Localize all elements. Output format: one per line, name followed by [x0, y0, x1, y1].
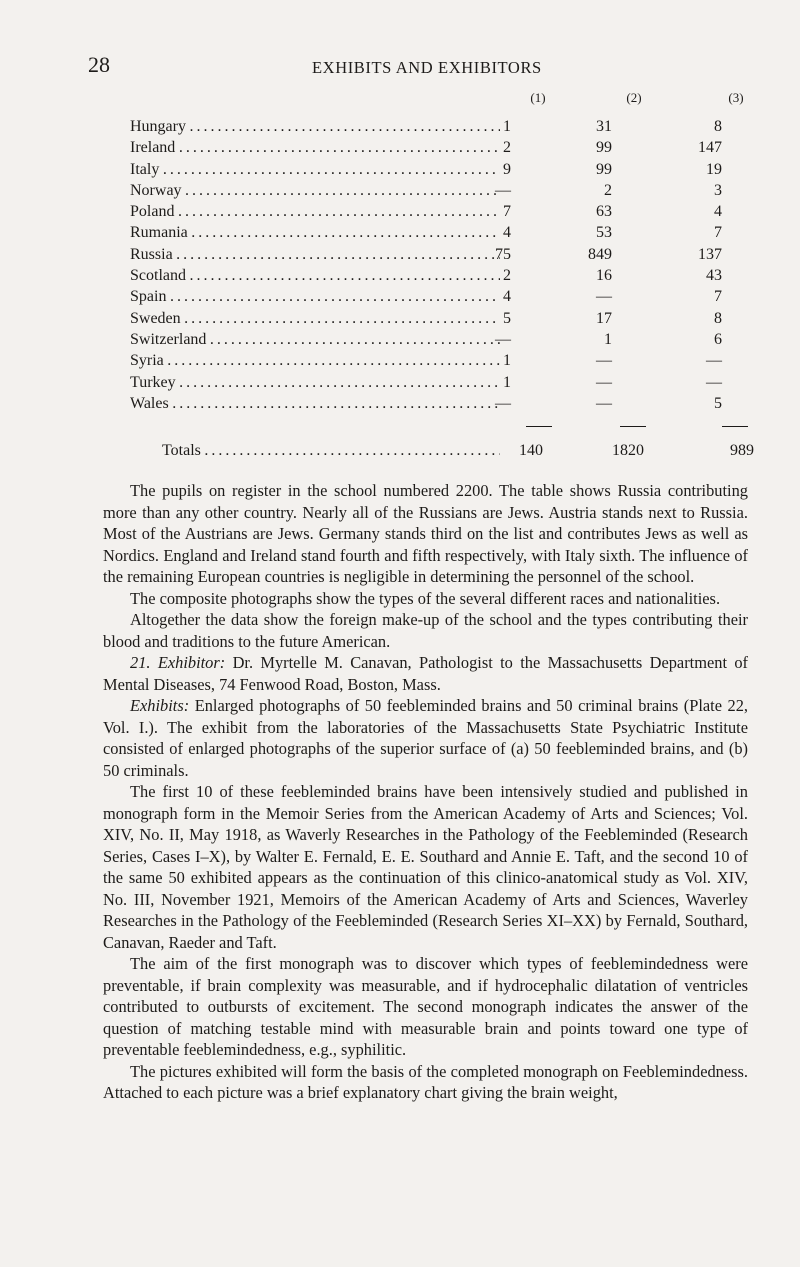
totals-row: Totals . . . 140 1820 989 — [162, 440, 750, 461]
table-row: Hungary . . . 1 31 8 — [130, 116, 750, 137]
paragraph: The first 10 of these feebleminded brains have been intensively studied and published in monograph form in the Memoir Series from the American Academy of Arts and Sciences; Vol. XIV, No. II, May 1918, as Waverly Researches in the Pathology of the Feebleminded (Research Series, Cases I–X), by Walter E. Fernald, E. E. Southard and Annie E. Taft, and the second 10 of the same 50 exhibited appears as the continuation of this clinico-anatomical study as Vol. XIV, No. III, November 1921, Memoirs of the American Academy of Arts and Sciences, Waverley Researches in the Pathology of the Feebleminded (Research Series XI–XX) by Fernald, Southard, Canavan, Raeder and Taft. — [103, 782, 748, 952]
table-row: Turkey . . . 1 — — — [130, 372, 750, 393]
table-row: Wales . . . — — 5 — [130, 393, 750, 414]
table-row: Sweden . . . 5 17 8 — [130, 308, 750, 329]
paragraph: The pictures exhibited will form the basis of the completed monograph on Feeblemindedness. Attached to each picture was a brief explanatory chart giving the brain weight, — [103, 1061, 748, 1102]
table-row: Rumania . . . 4 53 7 — [130, 222, 750, 243]
total-rule-2 — [620, 426, 646, 427]
table-row: Ireland . . . 2 99 147 — [130, 137, 750, 158]
column-headers — [0, 90, 800, 108]
paragraph: The composite photographs show the types of the several different races and nationalities. — [130, 588, 721, 608]
paragraph: The pupils on register in the school numbered 2200. The table shows Russia contributing more than any other country. Nearly all of the Russians are Jews. Austria stands next to Russia. Most of the Austrians are Jews. Germany stands third on the list and contributes Jews as well as Nordics. England and Ireland stand fourth and fifth respectively, with Italy sixth. The influence of the remaining European countries is negligible in determining the personnel of the school. — [103, 481, 748, 586]
column-header-2: (2) — [626, 90, 642, 105]
paragraph: Exhibits: Enlarged photographs of 50 feebleminded brains and 50 criminal brains (Plate 22, Vol. I.). The exhibit from the laboratories of the Massachusetts State Psychiatric Institute consisted of enlarged photographs of the superior surface of (a) 50 feebleminded brains, and (b) 50 criminals. — [103, 696, 748, 780]
totals-table — [162, 440, 754, 461]
running-head: EXHIBITS AND EXHIBITORS — [312, 58, 542, 77]
table-row: Switzerland . . . — 1 6 — [130, 329, 750, 350]
exhibitor-label: 21. Exhibitor: — [130, 653, 226, 672]
country-table — [130, 116, 750, 414]
total-rule-3 — [722, 426, 748, 427]
paragraph: The aim of the first monograph was to discover which types of feeblemindedness were preventable, if brain complexity was measurable, and if hydrocephalic dilatation of ventricles contributed to outbursts of excitement. The second monograph indicates the answer of the question of matching testable mind with measurable brain and points toward one type of preventable feeblemindedness, e.g., syphilitic. — [103, 954, 748, 1059]
body-text — [103, 480, 748, 1104]
column-header-3: (3) — [728, 90, 744, 105]
table-row: Syria . . . 1 — — — [130, 350, 750, 371]
table-row: Scotland . . . 2 16 43 — [130, 265, 750, 286]
total-rules — [0, 426, 800, 430]
table-row: Spain . . . 4 — 7 — [130, 286, 750, 307]
table-row: Poland . . . 7 63 4 — [130, 201, 750, 222]
table-row: Italy . . . 9 99 19 — [130, 159, 750, 180]
exhibits-label: Exhibits: — [130, 696, 190, 715]
total-rule-1 — [526, 426, 552, 427]
table-row: Norway . . . — 2 3 — [130, 180, 750, 201]
paragraph: Altogether the data show the foreign make-up of the school and the types contributing their blood and traditions to the future American. — [103, 610, 748, 651]
paragraph: 21. Exhibitor: Dr. Myrtelle M. Canavan, Pathologist to the Massachusetts Department of Mental Diseases, 74 Fenwood Road, Boston, Mass. — [103, 653, 748, 694]
page-number: 28 — [88, 52, 110, 77]
table-row: Russia . . . 75 849 137 — [130, 244, 750, 265]
column-header-1: (1) — [530, 90, 546, 105]
